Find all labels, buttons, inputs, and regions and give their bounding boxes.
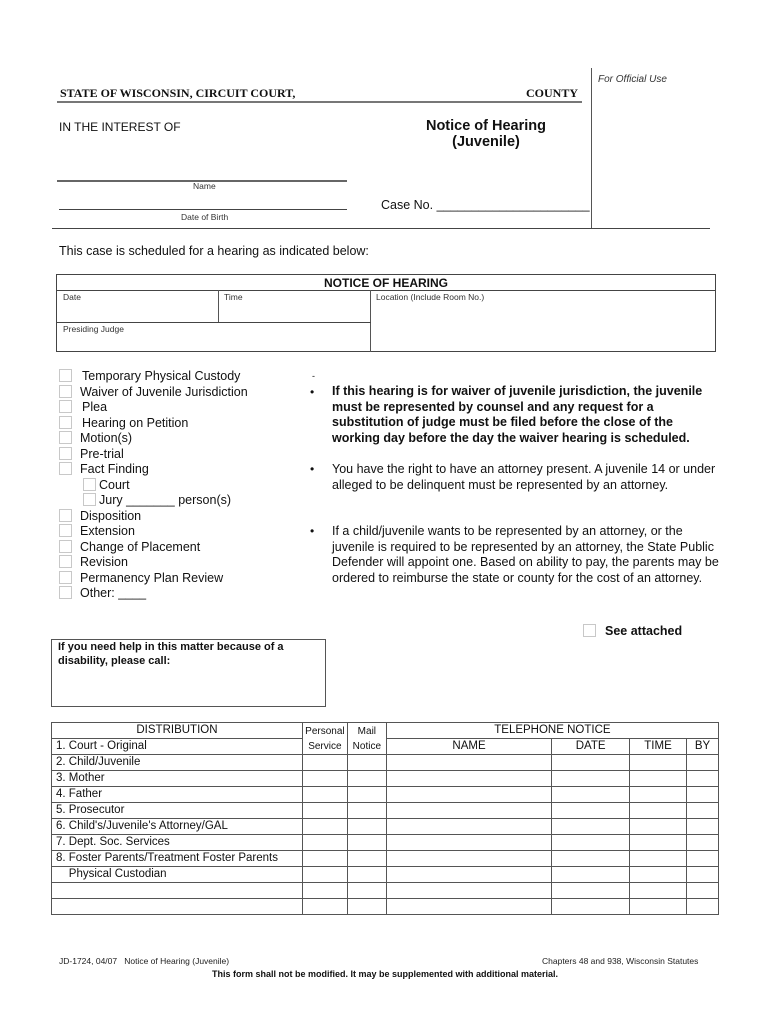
option-label: Extension — [80, 524, 135, 538]
stray-dash: - — [312, 371, 315, 381]
public-defender-notice: If a child/juvenile wants to be represented by an attorney, or the juvenile is required to be represented by an attorney, the State Public Defender will appoint one. Based on ability to pay, the parents may be ordered to reimburse the state or county for the cost of an attorney. — [332, 524, 719, 585]
telephone-notice-header: TELEPHONE NOTICE — [386, 723, 718, 739]
checkbox-hearing-on-petition[interactable] — [59, 416, 72, 429]
checkbox-temporary-physical-custody[interactable] — [59, 369, 72, 382]
bullet-icon: • — [310, 524, 315, 538]
in-interest-of-label: IN THE INTEREST OF — [59, 120, 181, 134]
personal-service-cell[interactable] — [302, 835, 347, 851]
option-label: Temporary Physical Custody — [82, 369, 241, 383]
checkbox-extension[interactable] — [59, 524, 72, 537]
distribution-row-label: 6. Child's/Juvenile's Attorney/GAL — [52, 819, 303, 835]
tel-time-cell[interactable] — [630, 755, 687, 771]
option-label: Hearing on Petition — [82, 416, 189, 430]
option-label: Permanency Plan Review — [80, 571, 224, 585]
table-row — [52, 899, 719, 915]
table-row — [52, 787, 719, 803]
tel-time-cell[interactable] — [630, 835, 687, 851]
time-label: Time — [224, 292, 243, 302]
presiding-judge-field[interactable] — [57, 323, 370, 351]
waiver-notice: If this hearing is for waiver of juvenile jurisdiction, the juvenile must be represented by counsel and any request for a substitution of judge must be filed before the close of the working day before the day the waiver hearing is scheduled. — [332, 384, 703, 445]
personal-line1: Personal — [305, 725, 345, 737]
location-label: Location (Include Room No.) — [376, 292, 485, 302]
mail-notice-cell[interactable] — [347, 755, 386, 771]
checkbox-motions[interactable] — [59, 431, 72, 444]
tel-date-header: DATE — [552, 739, 630, 755]
distribution-row-blank[interactable] — [52, 899, 303, 915]
mail-notice-cell[interactable] — [347, 787, 386, 803]
dob-field[interactable] — [59, 209, 347, 210]
disability-text: If you need help in this matter because of a disability, please call: — [58, 641, 284, 667]
personal-service-cell[interactable] — [302, 851, 347, 867]
tel-name-cell[interactable] — [386, 771, 551, 787]
option-label: Waiver of Juvenile Jurisdiction — [80, 385, 248, 399]
mail-notice-cell[interactable] — [347, 851, 386, 867]
tel-date-cell[interactable] — [552, 787, 630, 803]
official-use-divider — [591, 68, 592, 228]
personal-service-cell[interactable] — [302, 867, 347, 883]
option-label: Change of Placement — [80, 540, 201, 554]
tel-by-cell[interactable] — [686, 819, 718, 835]
location-field[interactable] — [371, 291, 715, 351]
checkbox-pre-trial[interactable] — [59, 447, 72, 460]
mail-notice-cell[interactable] — [347, 819, 386, 835]
tel-name-cell[interactable] — [386, 755, 551, 771]
tel-time-cell[interactable] — [630, 771, 687, 787]
distribution-row-label: 3. Mother — [52, 771, 303, 787]
tel-by-cell[interactable] — [686, 851, 718, 867]
tel-by-cell[interactable] — [686, 755, 718, 771]
tel-date-cell[interactable] — [552, 899, 630, 915]
tel-name-cell[interactable] — [386, 803, 551, 819]
disability-box[interactable] — [51, 639, 326, 707]
notice-box-title: NOTICE OF HEARING — [323, 276, 448, 290]
tel-date-cell[interactable] — [552, 851, 630, 867]
tel-name-cell[interactable] — [386, 883, 551, 899]
table-row — [52, 803, 719, 819]
tel-by-cell[interactable] — [686, 867, 718, 883]
option-label: Other: ____ — [80, 586, 147, 600]
checkbox-revision[interactable] — [59, 555, 72, 568]
option-label: Fact Finding — [80, 462, 149, 476]
checkbox-plea[interactable] — [59, 400, 72, 413]
tel-time-cell[interactable] — [630, 803, 687, 819]
option-label: Motion(s) — [80, 431, 133, 445]
tel-name-cell[interactable] — [386, 851, 551, 867]
tel-date-cell[interactable] — [552, 803, 630, 819]
personal-service-cell[interactable] — [302, 899, 347, 915]
checkbox-jury[interactable] — [83, 493, 96, 506]
tel-by-cell[interactable] — [686, 787, 718, 803]
mail-notice-cell[interactable] — [347, 899, 386, 915]
table-row — [52, 819, 719, 835]
mail-notice-header — [347, 723, 386, 755]
tel-time-cell[interactable] — [630, 851, 687, 867]
personal-service-cell[interactable] — [302, 787, 347, 803]
modification-warning: This form shall not be modified. It may be supplemented with additional material. — [211, 969, 559, 979]
checkbox-disposition[interactable] — [59, 509, 72, 522]
tel-time-cell[interactable] — [630, 867, 687, 883]
tel-time-cell[interactable] — [630, 899, 687, 915]
table-row — [52, 771, 719, 787]
name-label: Name — [193, 181, 216, 191]
tel-name-cell[interactable] — [386, 899, 551, 915]
distribution-row-label: 7. Dept. Soc. Services — [52, 835, 303, 851]
header-bottom-rule — [52, 228, 710, 229]
bullet-icon: • — [310, 385, 315, 399]
option-label: Plea — [82, 400, 108, 414]
hearing-time-field[interactable] — [219, 291, 370, 322]
attorney-right-notice: You have the right to have an attorney present. A juvenile 14 or under alleged to be delinquent must be represented by an attorney. — [332, 462, 716, 492]
mail-line1: Mail — [357, 725, 377, 737]
tel-by-cell[interactable] — [686, 771, 718, 787]
table-row — [52, 867, 719, 883]
see-attached-checkbox[interactable] — [583, 624, 596, 637]
tel-time-cell[interactable] — [630, 819, 687, 835]
intro-text: This case is scheduled for a hearing as indicated below: — [59, 244, 369, 258]
official-use-label: For Official Use — [598, 74, 667, 85]
personal-service-cell[interactable] — [302, 883, 347, 899]
court-line: STATE OF WISCONSIN, CIRCUIT COURT, — [60, 86, 296, 100]
tel-date-cell[interactable] — [552, 771, 630, 787]
tel-time-header: TIME — [630, 739, 687, 755]
tel-name-header: NAME — [386, 739, 551, 755]
checkbox-change-of-placement[interactable] — [59, 540, 72, 553]
statutes-reference: Chapters 48 and 938, Wisconsin Statutes — [542, 956, 699, 966]
checkbox-waiver-of-jurisdiction[interactable] — [59, 385, 72, 398]
distribution-row-label: 4. Father — [52, 787, 303, 803]
tel-by-cell[interactable] — [686, 883, 718, 899]
form-title — [400, 118, 572, 150]
tel-date-cell[interactable] — [552, 835, 630, 851]
court-underline — [57, 101, 582, 103]
tel-by-cell[interactable] — [686, 803, 718, 819]
mail-notice-cell[interactable] — [347, 883, 386, 899]
personal-service-cell[interactable] — [302, 755, 347, 771]
form-title-line2: (Juvenile) — [452, 134, 520, 150]
option-label: Revision — [80, 555, 128, 569]
form-title-line1: Notice of Hearing — [425, 118, 547, 134]
tel-date-cell[interactable] — [552, 755, 630, 771]
tel-date-cell[interactable] — [552, 867, 630, 883]
distribution-row-label: Physical Custodian — [52, 867, 303, 883]
checkbox-court[interactable] — [83, 478, 96, 491]
tel-by-cell[interactable] — [686, 899, 718, 915]
table-row — [52, 755, 719, 771]
distribution-row-blank[interactable] — [52, 883, 303, 899]
county-label: COUNTY — [526, 86, 579, 100]
tel-time-cell[interactable] — [630, 883, 687, 899]
option-label: Court — [99, 478, 130, 492]
checkbox-other[interactable] — [59, 586, 72, 599]
judge-label: Presiding Judge — [63, 324, 124, 334]
distribution-table — [51, 722, 719, 915]
form-id: JD-1724, 04/07 Notice of Hearing (Juvenile) — [59, 956, 230, 966]
option-label: Jury _______ person(s) — [99, 493, 232, 507]
mail-notice-cell[interactable] — [347, 771, 386, 787]
personal-service-cell[interactable] — [302, 819, 347, 835]
bullet-icon: • — [310, 462, 315, 476]
mail-notice-cell[interactable] — [347, 803, 386, 819]
distribution-row-label: 1. Court - Original — [52, 739, 303, 755]
option-label: Disposition — [80, 509, 142, 523]
personal-service-header — [302, 723, 347, 755]
tel-by-header: BY — [686, 739, 718, 755]
see-attached-label: See attached — [605, 624, 683, 638]
personal-service-cell[interactable] — [302, 771, 347, 787]
option-label: Pre-trial — [80, 447, 124, 461]
dob-label: Date of Birth — [181, 212, 229, 222]
tel-name-cell[interactable] — [386, 867, 551, 883]
mail-line2: Notice — [352, 740, 382, 752]
distribution-row-label: 8. Foster Parents/Treatment Foster Parents — [52, 851, 303, 867]
distribution-row-label: 2. Child/Juvenile — [52, 755, 303, 771]
date-label: Date — [63, 292, 81, 302]
table-row — [52, 883, 719, 899]
mail-notice-cell[interactable] — [347, 867, 386, 883]
distribution-row-label: 5. Prosecutor — [52, 803, 303, 819]
tel-time-cell[interactable] — [630, 787, 687, 803]
checkbox-fact-finding[interactable] — [59, 462, 72, 475]
tel-name-cell[interactable] — [386, 819, 551, 835]
case-no-field[interactable]: Case No. ______________________ — [381, 198, 590, 212]
mail-notice-cell[interactable] — [347, 835, 386, 851]
tel-name-cell[interactable] — [386, 835, 551, 851]
personal-line2: Service — [308, 740, 342, 752]
checkbox-permanency-plan-review[interactable] — [59, 571, 72, 584]
hearing-date-field[interactable] — [57, 291, 218, 322]
tel-date-cell[interactable] — [552, 883, 630, 899]
personal-service-cell[interactable] — [302, 803, 347, 819]
notice-of-hearing-box — [56, 274, 716, 352]
tel-date-cell[interactable] — [552, 819, 630, 835]
table-row — [52, 835, 719, 851]
table-row — [52, 851, 719, 867]
tel-name-cell[interactable] — [386, 787, 551, 803]
tel-by-cell[interactable] — [686, 835, 718, 851]
distribution-header: DISTRIBUTION — [52, 723, 303, 739]
